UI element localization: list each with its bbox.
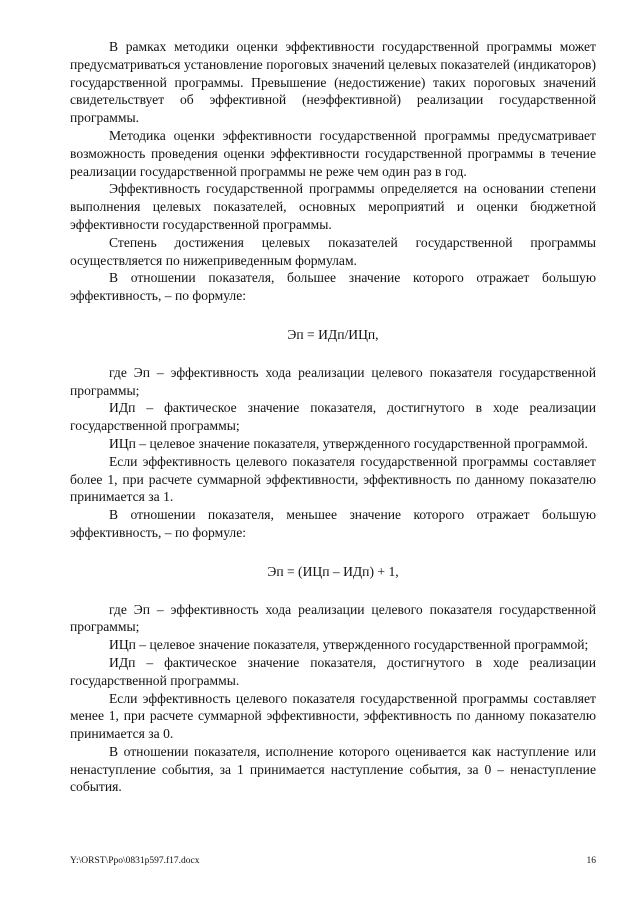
paragraph: В отношении показателя, большее значение которого отражает большую эффективность, – по формуле:: [70, 270, 596, 304]
paragraph: Если эффективность целевого показателя государственной программы составляет более 1, при расчете суммарной эффективности, эффективность по данному показателю принимается за 1.: [70, 453, 596, 505]
paragraph: Степень достижения целевых показателей государственной программы осуществляется по нижеприведенным формулам.: [70, 234, 596, 268]
paragraph: ИЦп – целевое значение показателя, утвержденного государственной программой.: [109, 435, 588, 451]
paragraph: Если эффективность целевого показателя государственной программы составляет менее 1, при расчете суммарной эффективности, эффективность по данному показателю принимается за 0.: [70, 690, 596, 742]
paragraph: ИЦп – целевое значение показателя, утвержденного государственной программой;: [109, 637, 589, 653]
paragraph: где Эп – эффективность хода реализации целевого показателя государственной программы;: [70, 601, 596, 635]
formula-text: Эп = (ИЦп – ИДп) + 1,: [267, 563, 399, 579]
paragraph: ИДп – фактическое значение показателя, достигнутого в ходе реализации государственной программы;: [70, 400, 596, 434]
file-path: Y:\ORST\Ppo\0831p597.f17.docx: [70, 856, 200, 866]
paragraph: ИДп – фактическое значение показателя, достигнутого в ходе реализации государственной программы.: [70, 654, 596, 688]
formula-text: Эп = ИДп/ИЦп,: [287, 326, 379, 342]
formula-1: [70, 326, 596, 344]
formula-2: [70, 563, 596, 581]
page-number: 16: [586, 856, 596, 866]
paragraph: В рамках методики оценки эффективности государственной программы может предусматриваться установление пороговых значений целевых показателей (индикаторов) государственной программы. Превышение (недостижение) таких пороговых значений свидетельствует об эффективной (неэффективной) реализации государственной программы.: [70, 39, 596, 126]
document-body: [70, 38, 596, 796]
paragraph: Методика оценки эффективности государственной программы предусматривает возможность проведения оценки эффективности государственной программы в течение реализации государственной программы не реже чем один раз в год.: [70, 127, 596, 179]
paragraph: В отношении показателя, меньшее значение которого отражает большую эффективность, – по формуле:: [70, 507, 596, 540]
paragraph: В отношении показателя, исполнение которого оценивается как наступление или ненаступление события, за 1 принимается наступление события, за 0 – ненаступление события.: [70, 743, 596, 795]
paragraph: Эффективность государственной программы определяется на основании степени выполнения целевых показателей, основных мероприятий и оценки бюджетной эффективности государственной программы.: [70, 181, 596, 232]
paragraph: где Эп – эффективность хода реализации целевого показателя государственной программы;: [70, 364, 596, 398]
